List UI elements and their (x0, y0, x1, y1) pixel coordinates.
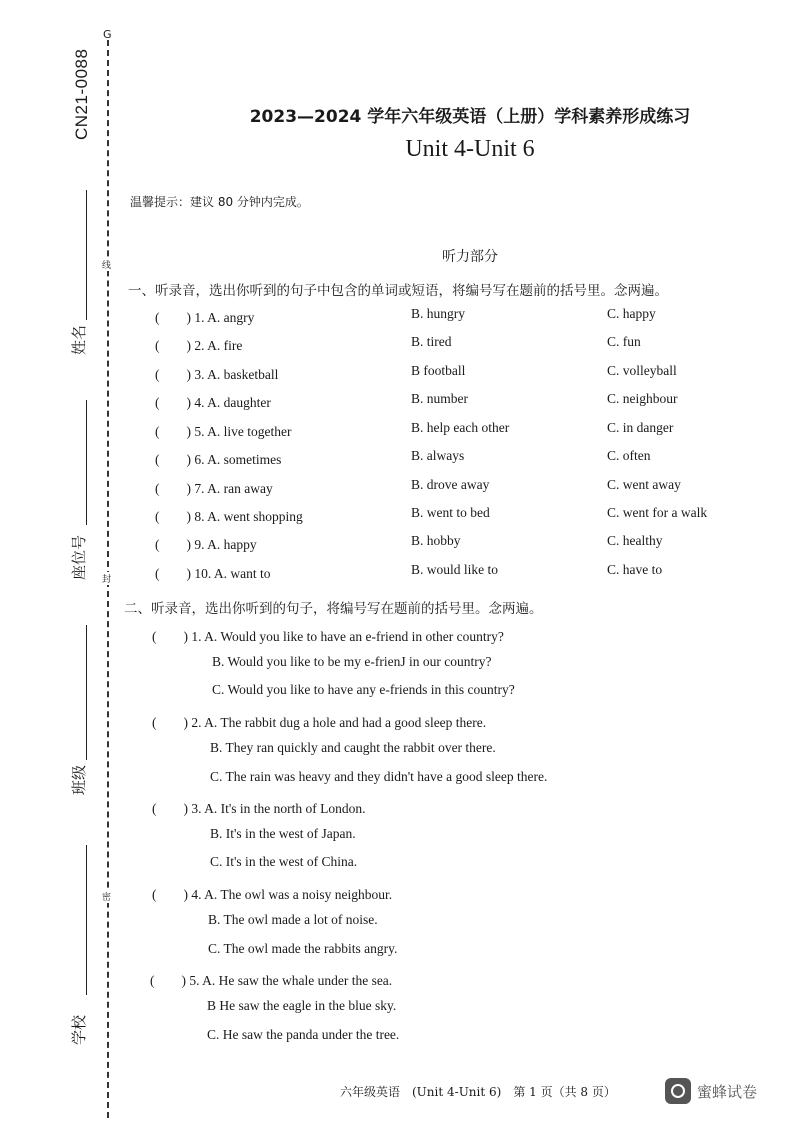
bind-mark-secret: 密 (102, 890, 111, 903)
part2-q3-option-b: B. It's in the west of Japan. (210, 826, 356, 841)
option-c: C. went away (607, 477, 681, 492)
time-tip: 温馨提示：建议 80 分钟内完成。 (130, 195, 309, 209)
option-c: C. fun (607, 334, 641, 349)
exam-unit-title: Unit 4-Unit 6 (405, 136, 535, 162)
part1-question[interactable] (155, 420, 755, 442)
option-c: C. healthy (607, 533, 663, 548)
exam-title: 2023—2024 学年六年级英语（上册）学科素养形成练习 (249, 107, 691, 127)
option-c: C. went for a walk (607, 505, 708, 520)
part2-q1-option-b: B. Would you like to be my e-frienJ in our country? (212, 654, 492, 669)
option-c: C. volleyball (607, 363, 677, 378)
part2-q2-option-b: B. They ran quickly and caught the rabbit over there. (210, 740, 496, 755)
question-a: ( ) 3. A. basketball (155, 367, 279, 382)
page-footer: 六年级英语 (Unit 4-Unit 6) 第 1 页（共 8 页） (340, 1085, 616, 1099)
watermark-text: 蜜蜂试卷 (697, 1082, 758, 1101)
option-b: B football (411, 363, 466, 378)
seat-blank[interactable] (86, 400, 87, 525)
option-b: B. hungry (411, 306, 465, 321)
option-c: C. in danger (607, 420, 674, 435)
option-c: C. have to (607, 562, 663, 577)
paper-code: CN21-0088 (72, 48, 91, 140)
g-mark: G (103, 28, 112, 41)
part1-question[interactable] (155, 448, 755, 470)
option-c: C. neighbour (607, 391, 678, 406)
question-a: ( ) 4. A. daughter (155, 395, 271, 410)
question-a: ( ) 1. A. angry (155, 310, 255, 325)
question-a: ( ) 8. A. went shopping (155, 509, 303, 524)
part2-q4-option-a[interactable]: ( ) 4. A. The owl was a noisy neighbour. (152, 887, 393, 902)
part2-q2-option-c: C. The rain was heavy and they didn't have a good sleep there. (210, 769, 548, 784)
part2-q5-option-a[interactable]: ( ) 5. A. He saw the whale under the sea. (150, 973, 393, 988)
option-b: B. always (411, 448, 465, 463)
option-c: C. happy (607, 306, 656, 321)
question-a: ( ) 9. A. happy (155, 537, 257, 552)
option-b: B. tired (411, 334, 452, 349)
question-a: ( ) 2. A. fire (155, 338, 243, 353)
part1-question[interactable] (155, 363, 755, 385)
school-label: 学校 (70, 1014, 88, 1045)
part2-q5-option-c: C. He saw the panda under the tree. (207, 1027, 400, 1042)
part2-q2-option-a[interactable]: ( ) 2. A. The rabbit dug a hole and had a good sleep there. (152, 715, 487, 730)
class-label: 班级 (70, 764, 88, 795)
part1-instruction: 一、听录音，选出你听到的句子中包含的单词或短语，将编号写在题前的括号里。念两遍。 (128, 283, 668, 299)
class-blank[interactable] (86, 625, 87, 760)
watermark (665, 1078, 757, 1104)
option-b: B. would like to (411, 562, 498, 577)
question-a: ( ) 5. A. live together (155, 424, 292, 439)
part1-question[interactable] (155, 505, 755, 527)
bind-mark-seal: 封 (102, 572, 111, 585)
question-a: ( ) 10. A. want to (155, 566, 271, 581)
seat-label: 座位号 (70, 534, 88, 580)
part2-instruction: 二、听录音，选出你听到的句子，将编号写在题前的括号里。念两遍。 (124, 601, 543, 617)
option-b: B. help each other (411, 420, 510, 435)
option-b: B. number (411, 391, 468, 406)
part2-q3-option-c: C. It's in the west of China. (210, 854, 358, 869)
part1-question[interactable] (155, 391, 755, 413)
bind-mark-line: 线 (102, 258, 111, 271)
option-b: B. hobby (411, 533, 461, 548)
part2-q5-option-b: B He saw the eagle in the blue sky. (207, 998, 397, 1013)
part1-question[interactable] (155, 306, 755, 328)
name-label: 姓名 (70, 324, 88, 355)
option-b: B. went to bed (411, 505, 490, 520)
part2-q4-option-c: C. The owl made the rabbits angry. (208, 941, 398, 956)
part1-question[interactable] (155, 533, 755, 555)
section-title-listening: 听力部分 (442, 249, 498, 265)
school-blank[interactable] (86, 845, 87, 995)
part1-question[interactable] (155, 562, 755, 584)
part2-q3-option-a[interactable]: ( ) 3. A. It's in the north of London. (152, 801, 366, 816)
part2-q1-option-c: C. Would you like to have any e-friends in this country? (212, 682, 515, 697)
question-a: ( ) 7. A. ran away (155, 481, 273, 496)
question-a: ( ) 6. A. sometimes (155, 452, 282, 467)
part2-q1-option-a[interactable]: ( ) 1. A. Would you like to have an e-friend in other country? (152, 629, 504, 644)
part2-q4-option-b: B. The owl made a lot of noise. (208, 912, 378, 927)
option-b: B. drove away (411, 477, 490, 492)
part1-question[interactable] (155, 334, 755, 356)
option-c: C. often (607, 448, 651, 463)
watermark-logo-icon (665, 1078, 691, 1104)
part1-question[interactable] (155, 477, 755, 499)
